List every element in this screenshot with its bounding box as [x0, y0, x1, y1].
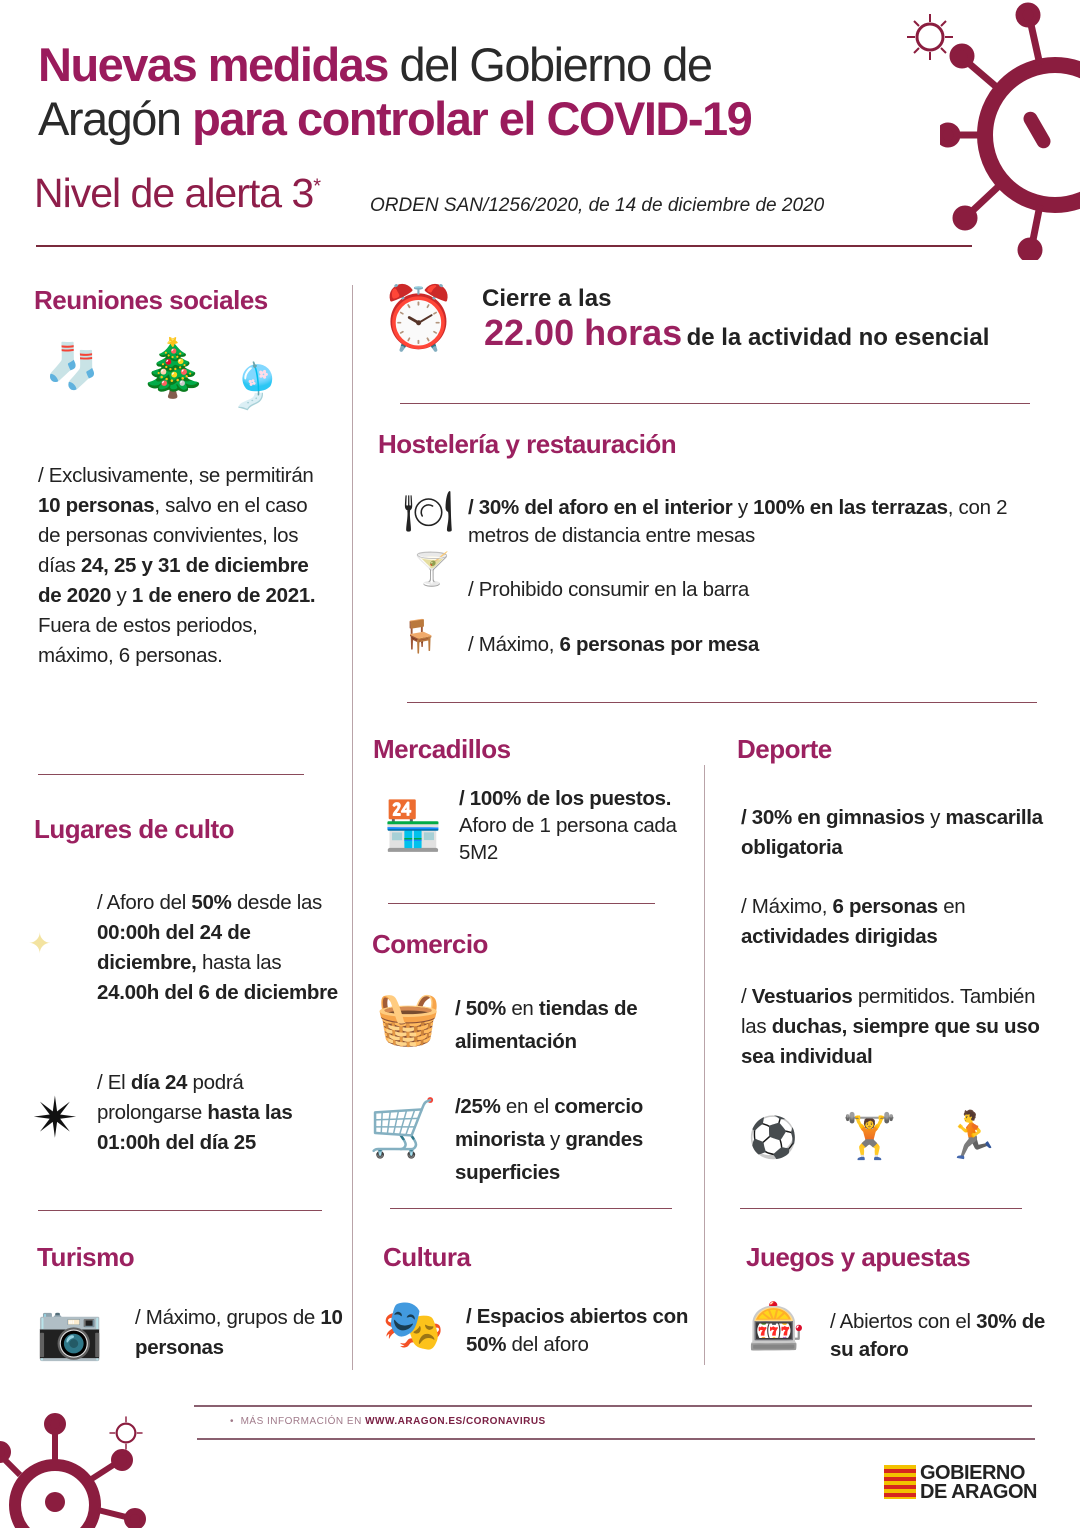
footer-divider-top: [194, 1405, 1032, 1407]
bold-text-segment: / 30% en gimnasios: [741, 806, 925, 829]
cloche-serving-icon: 🍽: [403, 490, 454, 534]
text-segment: y: [924, 806, 946, 829]
text-segment: / Máximo, grupos de: [135, 1306, 321, 1329]
bold-text-segment: 50%: [191, 891, 232, 914]
soccer-ball-icon: ⚽: [748, 1116, 798, 1160]
camera-icon: 📷: [36, 1302, 104, 1362]
bold-text-segment: 00:00h del 24 de diciembre,: [97, 921, 251, 974]
small-virus-icon-bottom: [108, 1415, 144, 1451]
text-segment: y: [732, 496, 754, 519]
bold-text-segment: hasta las 01:00h del día 25: [97, 1101, 293, 1154]
bold-text-segment: 100% en las terrazas: [753, 496, 948, 519]
ornaments-icon: 🎐: [228, 362, 283, 411]
column-divider-right: [704, 765, 705, 1365]
virus-illustration-top-right: [940, 0, 1080, 260]
bold-text-segment: 24.00h del 6 de diciembre: [97, 981, 338, 1004]
text-segment: del Gobierno de: [387, 38, 712, 91]
reuniones-title: Reuniones sociales: [34, 285, 268, 315]
divider: [38, 774, 304, 775]
comercio-item: [455, 992, 695, 1058]
star-sparkle-icon: ✴: [32, 1086, 79, 1149]
orden-reference: ORDEN SAN/1256/2020, de 14 de diciembre de 2020: [370, 195, 825, 216]
footer-info: • MÁS INFORMACIÓN EN WWW.ARAGON.ES/CORONAVIRUS: [230, 1416, 546, 1427]
hosteleria-item: [468, 494, 1038, 550]
small-virus-icon-top: [905, 12, 955, 62]
candle-glow-icon: ✦: [28, 928, 52, 959]
bold-text-segment: para controlar el COVID-19: [192, 92, 752, 145]
runner-icon: 🏃: [943, 1109, 1001, 1161]
christmas-tree-icon: 🎄: [138, 336, 208, 399]
cierre-hour: 22.00 horas: [484, 312, 683, 353]
footer-url-link[interactable]: WWW.ARAGON.ES/CORONAVIRUS: [365, 1416, 546, 1427]
cocktail-icon: 🍸: [412, 551, 452, 587]
text-segment: del aforo: [506, 1333, 589, 1356]
text-segment: y: [544, 1128, 566, 1151]
footer-info-prefix: MÁS INFORMACIÓN EN: [240, 1416, 366, 1427]
deporte-item: [741, 982, 1061, 1072]
bold-text-segment: 10 personas: [135, 1306, 343, 1359]
text-segment: Fuera de estos periodos, máximo, 6 personas.: [38, 614, 258, 667]
logo-line-2: DE ARAGON: [920, 1481, 1037, 1503]
aragon-flag-logo: [884, 1465, 916, 1499]
food-basket-icon: 🧺: [376, 990, 441, 1048]
text-segment: / Exclusivamente, se permitirán: [38, 464, 314, 487]
bold-text-segment: 1 de enero de 2021.: [131, 584, 316, 607]
divider: [740, 1208, 1022, 1209]
bold-text-segment: 6 personas por mesa: [559, 633, 759, 656]
text-segment: , salvo en el caso de personas convivientes, los días: [38, 494, 308, 577]
text-segment: , con 2 metros de distancia entre mesas: [468, 496, 1008, 547]
text-segment: / Abiertos con el: [830, 1310, 977, 1333]
text-segment: / Prohibido consumir en la barra: [468, 578, 749, 601]
bold-text-segment: / 100% de los puestos.: [459, 787, 672, 810]
comercio-title: Comercio: [372, 929, 488, 959]
stocking-icon: 🧦: [45, 342, 100, 391]
cierre-rest: de la actividad no esencial: [686, 324, 990, 351]
alert-footnote-mark: *: [313, 175, 321, 198]
divider: [390, 1208, 672, 1209]
text-segment: hasta las: [196, 951, 282, 974]
text-segment: podrá prolongarse: [97, 1071, 244, 1124]
column-divider-left: [352, 285, 353, 1370]
juegos-title: Juegos y apuestas: [746, 1242, 971, 1272]
turismo-text: [135, 1303, 345, 1363]
divider: [407, 702, 1037, 703]
cultura-text: [466, 1303, 696, 1359]
bold-text-segment: 6 personas: [832, 895, 938, 918]
table-chairs-icon: 🪑: [400, 618, 440, 654]
bold-text-segment: 10 personas: [38, 494, 155, 517]
bold-text-segment: / 50%: [455, 997, 506, 1020]
shopping-cart-icon: 🛒: [368, 1096, 438, 1159]
divider: [388, 903, 655, 904]
theater-masks-icon: 🎭: [382, 1297, 445, 1353]
mercadillos-text: [459, 785, 689, 866]
deporte-item: [741, 803, 1061, 863]
bold-text-segment: actividades dirigidas: [741, 925, 938, 948]
bold-text-segment: tiendas de alimentación: [455, 997, 638, 1053]
bold-text-segment: / 30% del aforo en el interior: [468, 496, 733, 519]
text-segment: Aforo de 1 persona cada 5M2: [459, 814, 677, 864]
culto-title: Lugares de culto: [34, 814, 235, 844]
footer-divider-bottom: [197, 1438, 1035, 1440]
hosteleria-item: [468, 630, 1028, 660]
deporte-title: Deporte: [737, 734, 832, 764]
comercio-item: [455, 1090, 695, 1189]
bold-text-segment: mascarilla obligatoria: [741, 806, 1043, 859]
text-segment: y: [111, 584, 132, 607]
text-segment: /: [741, 985, 752, 1008]
alert-level-text: Nivel de alerta 3: [34, 170, 314, 216]
bold-text-segment: 24, 25 y 31 de diciembre de 2020: [38, 554, 309, 607]
cierre-line-2: [484, 312, 989, 354]
title-line-2: [38, 92, 751, 146]
text-segment: / Máximo,: [468, 633, 560, 656]
text-segment: permitidos. También las: [741, 985, 1036, 1038]
bold-text-segment: día 24: [130, 1071, 188, 1094]
text-segment: / Máximo,: [741, 895, 833, 918]
text-segment: / El: [97, 1071, 131, 1094]
casino-chips-icon: 🎰: [748, 1300, 806, 1352]
divider: [38, 1210, 322, 1211]
culto-text-2: [97, 1068, 337, 1158]
hosteleria-item: [468, 575, 1028, 605]
text-segment: Aragón: [38, 92, 193, 145]
juegos-text: [830, 1308, 1050, 1364]
bold-text-segment: /25%: [455, 1095, 501, 1118]
cierre-line-1: Cierre a las: [482, 285, 612, 312]
text-segment: desde las: [231, 891, 322, 914]
text-segment: / Aforo del: [97, 891, 192, 914]
text-segment: en el: [500, 1095, 555, 1118]
bold-text-segment: / Espacios abiertos con 50%: [466, 1305, 689, 1356]
reuniones-text: [38, 461, 323, 671]
bold-text-segment: Vestuarios: [751, 985, 853, 1008]
hosteleria-title: Hostelería y restauración: [378, 429, 677, 459]
bold-text-segment: comercio minorista: [455, 1095, 644, 1151]
gobierno-aragon-logo: [920, 1464, 1037, 1502]
mercadillos-title: Mercadillos: [373, 734, 511, 764]
market-stall-icon: 🏪: [383, 800, 443, 853]
bold-text-segment: 30% de su aforo: [830, 1310, 1046, 1361]
bold-text-segment: duchas, siempre que su uso sea individual: [741, 1015, 1040, 1068]
text-segment: en: [937, 895, 966, 918]
cultura-title: Cultura: [383, 1242, 471, 1272]
header-divider: [36, 245, 972, 247]
divider: [400, 403, 1030, 404]
deporte-item: [741, 892, 1061, 952]
turismo-title: Turismo: [37, 1242, 135, 1272]
weightlifter-icon: 🏋: [842, 1112, 897, 1161]
logo-line-1: GOBIERNO: [920, 1462, 1025, 1484]
culto-text-1: [97, 888, 347, 1008]
alert-level: [34, 170, 320, 217]
title-line-1: [38, 38, 711, 92]
bold-text-segment: Nuevas medidas: [38, 38, 388, 91]
bold-text-segment: grandes superficies: [455, 1128, 643, 1184]
alarm-clock-icon: ⏰: [380, 284, 458, 353]
text-segment: en: [505, 997, 539, 1020]
